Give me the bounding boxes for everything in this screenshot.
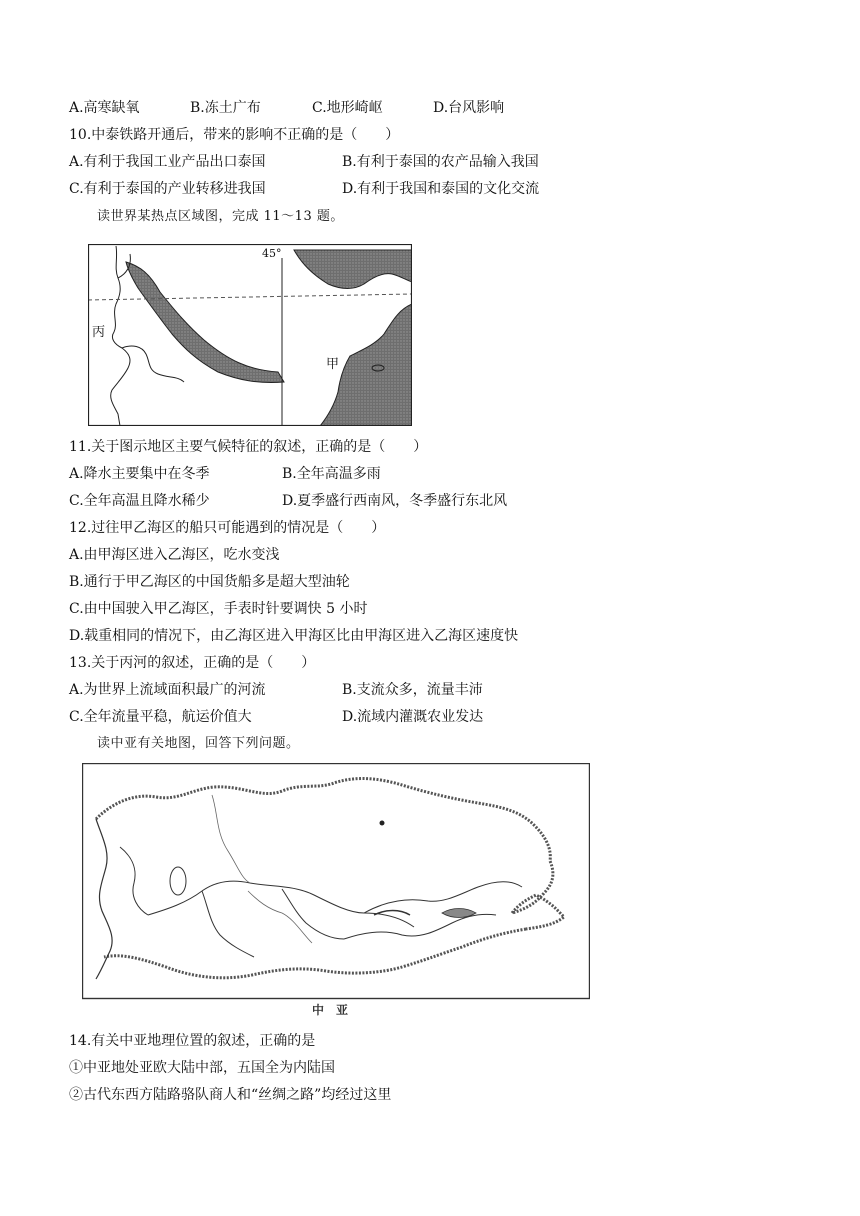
q11-stem: 11.关于图示地区主要气候特征的叙述，正确的是（ ） xyxy=(69,439,428,455)
q11-option-d: D.夏季盛行西南风，冬季盛行东北风 xyxy=(282,493,508,509)
q14-stem: 14.有关中亚地理位置的叙述，正确的是 xyxy=(69,1033,316,1049)
q12-option-b: B.通行于甲乙海区的中国货船多是超大型油轮 xyxy=(69,574,350,590)
q11-option-b: B.全年高温多雨 xyxy=(282,466,381,482)
q10-option-d: D.有利于我国和泰国的文化交流 xyxy=(342,181,540,197)
instruction-2: 读中亚有关地图，回答下列问题。 xyxy=(97,736,300,751)
q12-option-d: D.载重相同的情况下，由乙海区进入甲海区比由甲海区进入乙海区速度快 xyxy=(69,628,519,644)
q9-option-c: C.地形崎岖 xyxy=(312,100,383,116)
q13-option-d: D.流域内灌溉农业发达 xyxy=(342,709,484,725)
q12-option-c: C.由中国驶入甲乙海区，手表时针要调快 5 小时 xyxy=(69,601,368,617)
q13-option-c: C.全年流量平稳，航运价值大 xyxy=(69,709,252,725)
hotspot-region-map xyxy=(88,244,412,426)
instruction-1: 读世界某热点区域图，完成 11～13 题。 xyxy=(97,209,344,224)
q12-option-a: A.由甲海区进入乙海区，吃水变浅 xyxy=(69,547,280,563)
q14-item-1: ①中亚地处亚欧大陆中部，五国全为内陆国 xyxy=(69,1060,335,1076)
q10-option-a: A.有利于我国工业产品出口泰国 xyxy=(69,154,266,170)
central-asia-map xyxy=(82,763,590,1018)
q13-stem: 13.关于丙河的叙述，正确的是（ ） xyxy=(69,655,316,671)
sea-label-jia: 甲 xyxy=(326,357,340,372)
q10-option-c: C.有利于泰国的产业转移进我国 xyxy=(69,181,266,197)
q12-stem: 12.过往甲乙海区的船只可能遇到的情况是（ ） xyxy=(69,520,386,536)
q11-option-c: C.全年高温且降水稀少 xyxy=(69,493,210,509)
q9-option-d: D.台风影响 xyxy=(433,100,505,116)
q14-item-2: ②古代东西方陆路骆队商人和“丝绸之路”均经过这里 xyxy=(69,1087,392,1103)
q9-option-b: B.冻土广布 xyxy=(190,100,261,116)
river-label-bing: 丙 xyxy=(92,325,106,340)
q10-stem: 10.中泰铁路开通后，带来的影响不正确的是（ ） xyxy=(69,127,400,143)
sea-label-yi: 乙 xyxy=(204,321,218,336)
q13-option-b: B.支流众多，流量丰沛 xyxy=(342,682,483,698)
q9-option-a: A.高寒缺氧 xyxy=(69,100,140,116)
q10-option-b: B.有利于泰国的农产品输入我国 xyxy=(342,154,539,170)
map-caption: 中 亚 xyxy=(312,1003,349,1017)
q11-option-a: A.降水主要集中在冬季 xyxy=(69,466,210,482)
latitude-label: 45° xyxy=(262,247,282,260)
q13-option-a: A.为世界上流域面积最广的河流 xyxy=(69,682,266,698)
